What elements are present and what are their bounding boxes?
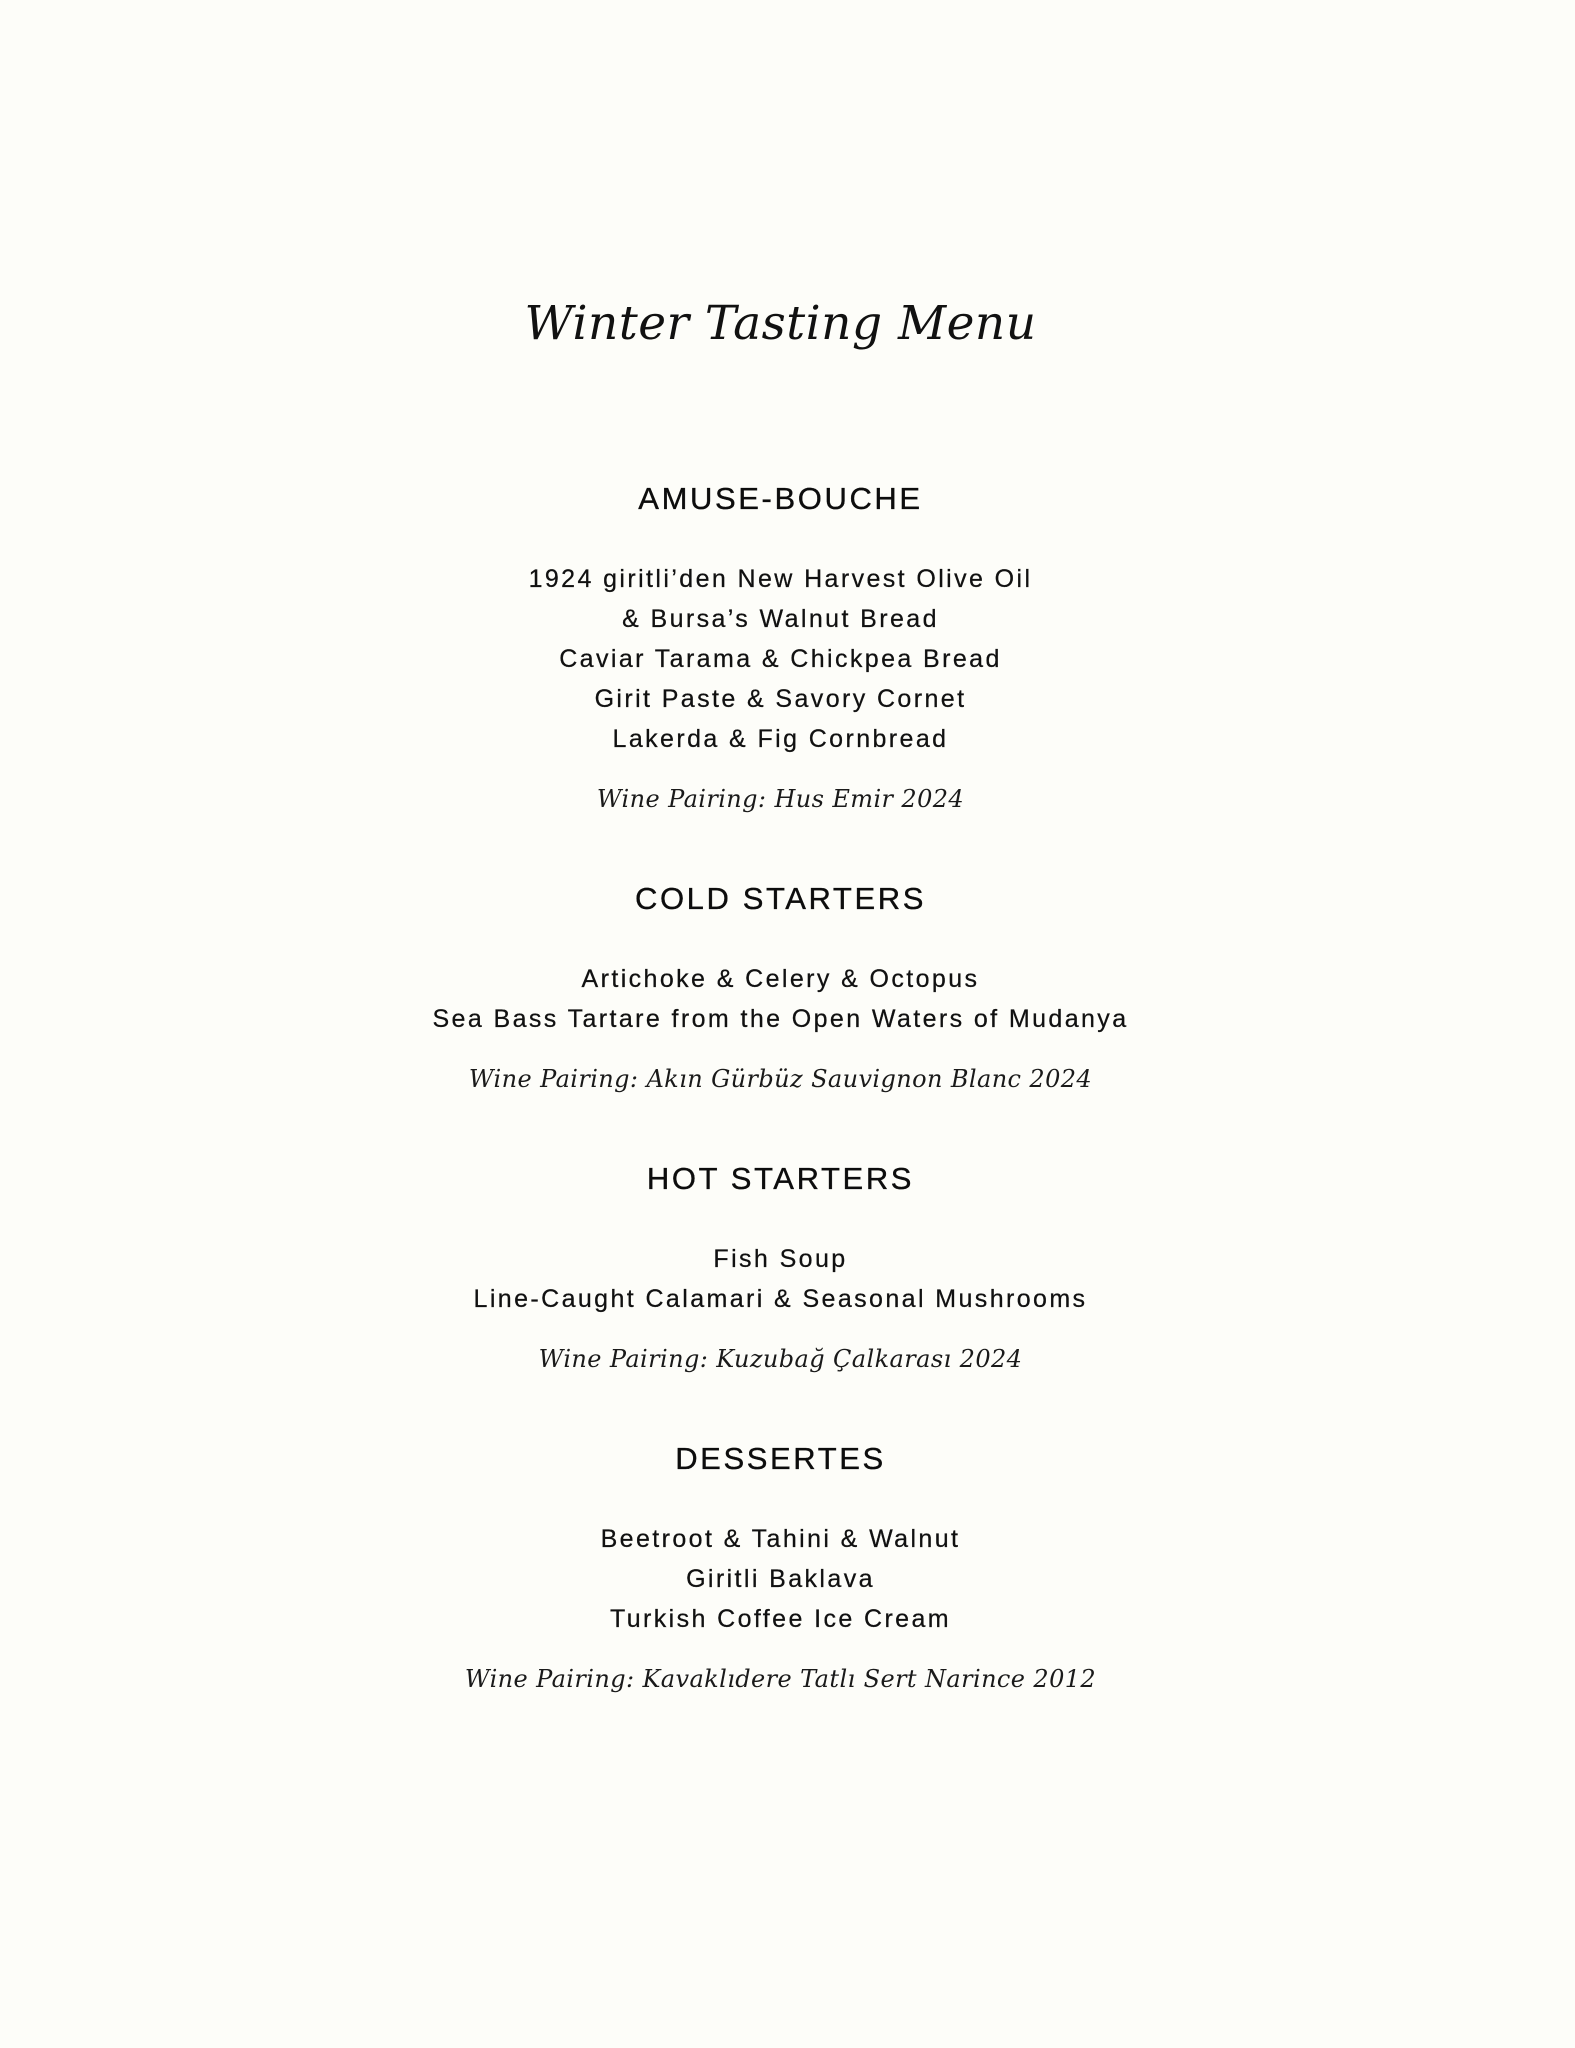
section-heading: COLD STARTERS	[634, 881, 927, 916]
dish-list	[0, 959, 1561, 1039]
menu-title: Winter Tasting Menu	[524, 296, 1037, 351]
dish-list	[0, 1519, 1561, 1639]
dish-item: Girit Paste & Savory Cornet	[594, 685, 967, 713]
dish-item: Lakerda & Fig Cornbread	[612, 725, 949, 753]
wine-pairing: Wine Pairing: Hus Emir 2024	[596, 785, 965, 813]
dish-item: Giritli Baklava	[686, 1565, 875, 1593]
wine-pairing: Wine Pairing: Kuzubağ Çalkarası 2024	[538, 1345, 1023, 1373]
section-heading: HOT STARTERS	[646, 1161, 915, 1196]
dish-list	[0, 1239, 1561, 1319]
wine-pairing: Wine Pairing: Kavaklıdere Tatlı Sert Narince 2012	[464, 1665, 1097, 1693]
dish-item: Artichoke & Celery & Octopus	[581, 965, 980, 993]
section-desserts	[0, 1439, 1561, 1699]
dish-item: Sea Bass Tartare from the Open Waters of Mudanya	[432, 1005, 1129, 1033]
section-heading: AMUSE-BOUCHE	[638, 481, 923, 516]
dish-list	[0, 559, 1561, 759]
wine-pairing: Wine Pairing: Akın Gürbüz Sauvignon Blanc 2024	[468, 1065, 1093, 1093]
dish-item: Fish Soup	[713, 1245, 848, 1273]
dish-item: Beetroot & Tahini & Walnut	[600, 1525, 961, 1553]
dish-item: 1924 giritli’den New Harvest Olive Oil	[528, 565, 1033, 593]
section-hot-starters	[0, 1159, 1561, 1379]
section-amuse-bouche	[0, 479, 1561, 819]
dish-item: & Bursa’s Walnut Bread	[622, 605, 939, 633]
dish-item: Caviar Tarama & Chickpea Bread	[559, 645, 1002, 673]
dish-item: Line-Caught Calamari & Seasonal Mushrooms	[473, 1285, 1088, 1313]
dish-item: Turkish Coffee Ice Cream	[609, 1605, 952, 1633]
section-cold-starters	[0, 879, 1561, 1099]
section-heading: DESSERTES	[675, 1441, 886, 1476]
